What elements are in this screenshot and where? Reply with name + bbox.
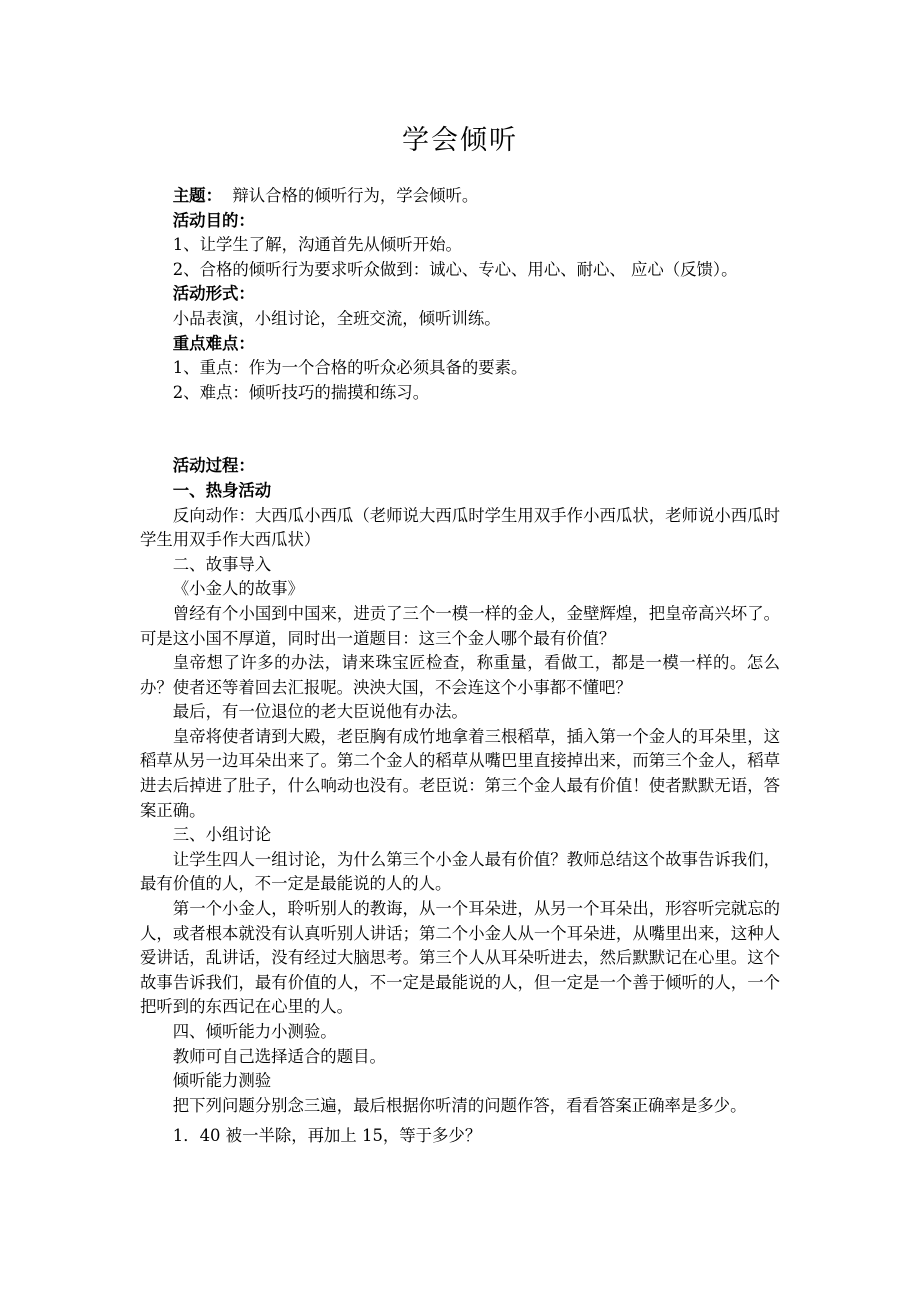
difficulty-item-2: 2、难点：倾听技巧的揣摸和练习。 <box>172 382 430 402</box>
section-4-title: 四、倾听能力小测验。 <box>172 1022 337 1041</box>
page-title: 学会倾听 <box>402 125 518 156</box>
form-label: 活动形式： <box>172 284 255 304</box>
form-text: 小品表演，小组讨论，全班交流，倾听训练。 <box>172 308 501 328</box>
story-paragraph-4: 皇帝将使者请到大殿，老臣胸有成竹地拿着三根稻草，插入第一个金人的耳朵里，这稻草从另一边耳朵出来了。第二个金人的稻草从嘴巴里直接掉出来，而第三个金人，稻草进去后掉进了肚子，什么响动也没有。老臣说：第三个金人最有价值！使者默默无语，答案正确。 <box>140 726 780 820</box>
theme-line <box>140 184 780 209</box>
test-paragraph-1: 教师可自己选择适合的题目。 <box>172 1046 386 1066</box>
story-paragraph-3: 最后，有一位退位的老大臣说他有办法。 <box>172 702 468 722</box>
document-body <box>140 184 780 1149</box>
theme-label: 主题： <box>172 186 222 205</box>
story-title: 《小金人的故事》 <box>172 579 304 599</box>
question-1: 1．40 被一半除，再加上 15，等于多少？ <box>172 1126 482 1146</box>
discussion-paragraph-2: 第一个小金人，聆听别人的教诲，从一个耳朵进，从另一个耳朵出，形容听完就忘的人，或者根本就没有认真听别人讲话；第二个小金人从一个耳朵进，从嘴里出来，这种人爱讲话，乱讲话，没有经过大脑思考。第三个人从耳朵听进去，然后默默记在心里。这个故事告诉我们，最有价值的人，不一定是最能说的人，但一定是一个善于倾听的人，一个把听到的东西记在心里的人。 <box>140 899 780 1017</box>
story-paragraph-1: 曾经有个小国到中国来，进贡了三个一模一样的金人，金壁辉煌，把皇帝高兴坏了。可是这小国不厚道，同时出一道题目：这三个金人哪个最有价值？ <box>140 603 780 648</box>
discussion-paragraph-1: 让学生四人一组讨论，为什么第三个小金人最有价值？教师总结这个故事告诉我们，最有价值的人，不一定是最能说的人的人。 <box>140 849 780 894</box>
section-2-title: 二、故事导入 <box>172 554 272 574</box>
section-1-title: 一、热身活动 <box>172 480 272 500</box>
purpose-item-1: 1、让学生了解，沟通首先从倾听开始。 <box>172 235 462 255</box>
purpose-item-2: 2、合格的倾听行为要求听众做到：诚心、专心、用心、耐心、 应心（反馈）。 <box>172 259 738 279</box>
difficulty-item-1: 1、重点：作为一个合格的听众必须具备的要素。 <box>172 358 528 378</box>
purpose-label: 活动目的： <box>172 210 255 230</box>
theme-text: 辩认合格的倾听行为，学会倾听。 <box>232 186 479 205</box>
test-paragraph-3: 把下列问题分别念三遍，最后根据你听清的问题作答，看看答案正确率是多少。 <box>172 1095 747 1115</box>
test-paragraph-2: 倾听能力测验 <box>172 1071 272 1091</box>
process-label: 活动过程： <box>172 456 255 476</box>
section-spacer <box>140 405 780 454</box>
section-1-text: 反向动作：大西瓜小西瓜（老师说大西瓜时学生用双手作小西瓜状，老师说小西瓜时学生用双手作大西瓜状） <box>140 505 780 550</box>
story-paragraph-2: 皇帝想了许多的办法，请来珠宝匠检查，称重量，看做工，都是一模一样的。怎么办？使者还等着回去汇报呢。泱泱大国，不会连这个小事都不懂吧？ <box>140 653 780 697</box>
section-3-title: 三、小组讨论 <box>172 825 272 845</box>
difficulty-label: 重点难点： <box>172 333 255 353</box>
